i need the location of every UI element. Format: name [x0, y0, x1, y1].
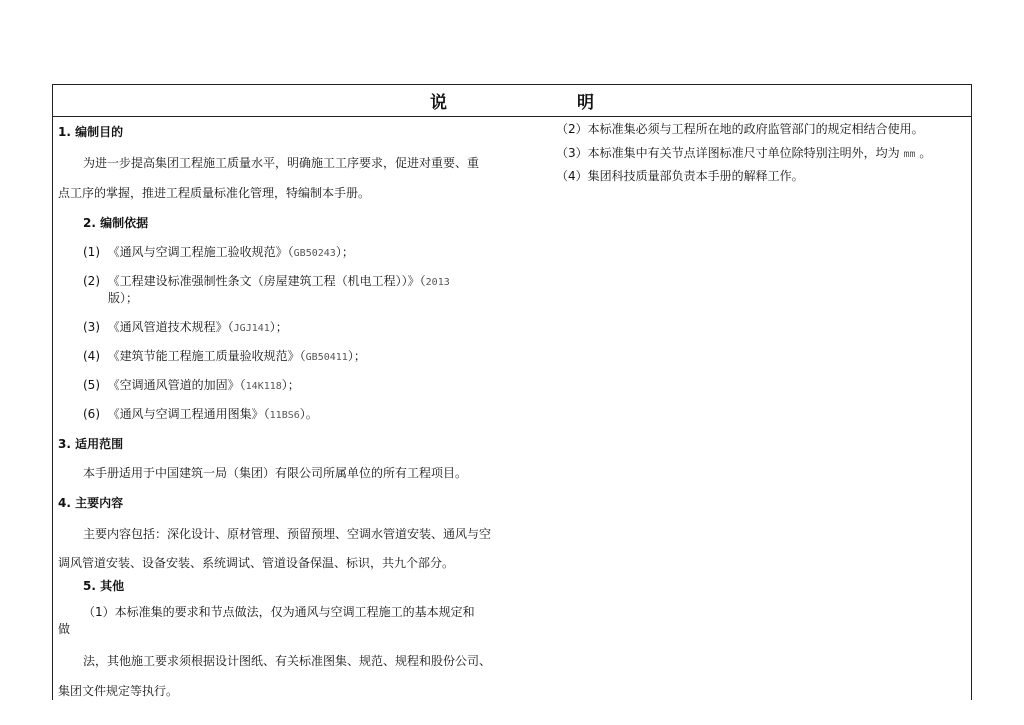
content-paragraph-line-2: 调风管道安装、设备安装、系统调试、管道设备保温、标识，共九个部分。 — [58, 556, 455, 570]
reference-item-1: (1) 《通风与空调工程施工验收规范》（GB50243）； — [83, 245, 354, 259]
page-title: 说 明 — [430, 93, 656, 113]
right-note-3: （3）本标准集中有关节点详图标准尺寸单位除特别注明外，均为 mm 。 — [556, 146, 932, 160]
right-note-2: （2）本标准集必须与工程所在地的政府监管部门的规定相结合使用。 — [556, 122, 924, 136]
heading-purpose: 1. 编制目的 — [58, 125, 124, 139]
reference-item-2: (2) 《工程建设标准强制性条文（房屋建筑工程（机电工程））》（2013 — [83, 274, 450, 288]
purpose-paragraph-line-1: 为进一步提高集团工程施工质量水平，明确施工工序要求，促进对重要、重 — [83, 156, 480, 170]
right-note-4: （4）集团科技质量部负责本手册的解释工作。 — [556, 169, 804, 183]
other-paragraph-line-2: 做 — [58, 622, 71, 636]
reference-item-6: (6) 《通风与空调工程通用图集》（11BS6）。 — [83, 407, 318, 421]
reference-item-4: (4) 《建筑节能工程施工质量验收规范》（GB50411）； — [83, 349, 366, 363]
reference-item-3: (3) 《通风管道技术规程》（JGJ141）； — [83, 320, 288, 334]
reference-item-5: (5) 《空调通风管道的加固》（14K118）； — [83, 378, 300, 392]
other-paragraph-line-1: （1）本标准集的要求和节点做法，仅为通风与空调工程施工的基本规定和 — [83, 605, 475, 619]
heading-basis: 2. 编制依据 — [83, 216, 149, 230]
other-paragraph-line-3: 法，其他施工要求须根据设计图纸、有关标准图集、规范、规程和股份公司、 — [83, 654, 492, 668]
purpose-paragraph-line-2: 点工序的掌握，推进工程质量标准化管理，特编制本手册。 — [58, 186, 371, 200]
title-row — [53, 85, 971, 117]
heading-content: 4. 主要内容 — [58, 496, 124, 510]
reference-item-2-continued: 版）； — [108, 291, 139, 305]
heading-other: 5. 其他 — [83, 579, 125, 593]
content-paragraph-line-1: 主要内容包括：深化设计、原材管理、预留预埋、空调水管道安装、通风与空 — [83, 527, 492, 541]
heading-scope: 3. 适用范围 — [58, 437, 124, 451]
scope-paragraph: 本手册适用于中国建筑一局（集团）有限公司所属单位的所有工程项目。 — [83, 466, 468, 480]
other-paragraph-line-4: 集团文件规定等执行。 — [58, 684, 179, 698]
